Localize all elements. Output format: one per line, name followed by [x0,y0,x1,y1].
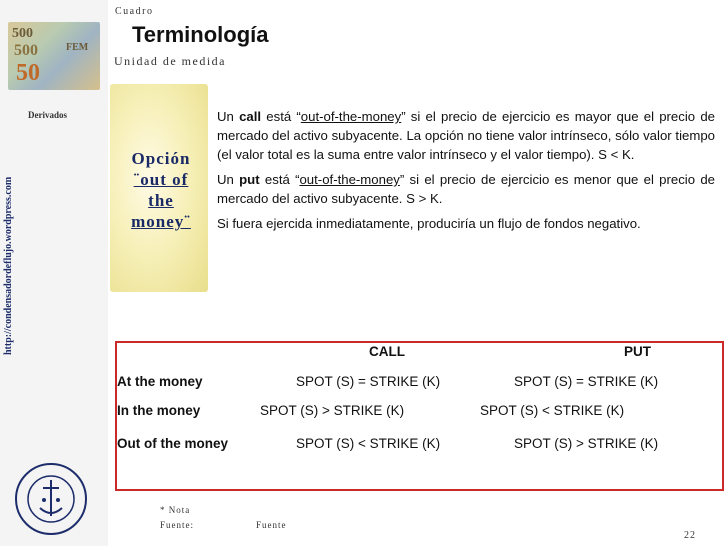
sidebar [0,0,108,546]
term-out-of-the-money-link[interactable]: out-of-the-money [300,109,402,124]
banknote-image [8,22,100,90]
body-text [217,107,715,239]
option-label-line: the [148,191,174,210]
header-unidad: Unidad de medida [114,54,226,68]
page-title: Terminología [132,22,269,47]
footnote-fuente: Fuente [256,520,287,530]
paragraph-call [217,107,715,164]
col-header-put: PUT [624,344,651,359]
text-fragment: está “ [259,172,300,187]
cell-put: SPOT (S) > STRIKE (K) [514,436,659,451]
option-label-line: ¨out of [133,170,189,189]
text-fragment: ” si el precio de ejercicio es mayor que el precio de mercado del activo subyacente. La opción no tiene valor intrínseco, sólo valor tiempo (el valor total es la suma entre valor intrínseco y el valor tiempo). S < K. [217,109,715,162]
text-fragment: Un [217,172,240,187]
row-label-in-the-money: In the money [117,403,201,418]
paragraph-note: Si fuera ejercida inmediatamente, produciría un flujo de fondos negativo. [217,216,641,231]
cell-call: SPOT (S) = STRIKE (K) [296,374,441,389]
cell-put: SPOT (S) = STRIKE (K) [514,374,659,389]
banknote-number: 500 [14,42,38,59]
option-label-line: Opción [131,149,191,168]
site-url: http://condensadordeflujo.wordpress.com [3,176,14,355]
header-cuadro: Cuadro [115,6,154,17]
university-seal-icon [14,462,88,536]
term-call: call [239,109,262,124]
section-label: Derivados [28,110,67,120]
banknote-number: 500 [12,26,33,41]
cell-put: SPOT (S) < STRIKE (K) [480,403,625,418]
option-label-line: money¨ [131,212,191,231]
banknote-number: 50 [16,60,40,86]
paragraph-put [217,170,715,208]
money-table [115,341,724,491]
row-label-at-the-money: At the money [117,374,203,389]
term-out-of-the-money-link[interactable]: out-of-the-money [299,172,400,187]
page-number: 22 [684,530,696,541]
row-label-out-of-the-money: Out of the money [117,436,228,451]
text-fragment: Un [217,109,240,124]
footnote-fuente: Fuente: [160,520,194,530]
banknote-label: FEM [66,42,89,53]
cell-call: SPOT (S) < STRIKE (K) [296,436,441,451]
col-header-call: CALL [369,344,405,359]
text-fragment: está “ [261,109,301,124]
option-label [118,148,204,232]
cell-call: SPOT (S) > STRIKE (K) [260,403,405,418]
footnote-nota: * Nota [160,505,191,515]
term-put: put [239,172,260,187]
text-fragment: ” si el precio de ejercicio es menor que el precio de mercado del activo subyacente. S > K. [217,172,715,206]
